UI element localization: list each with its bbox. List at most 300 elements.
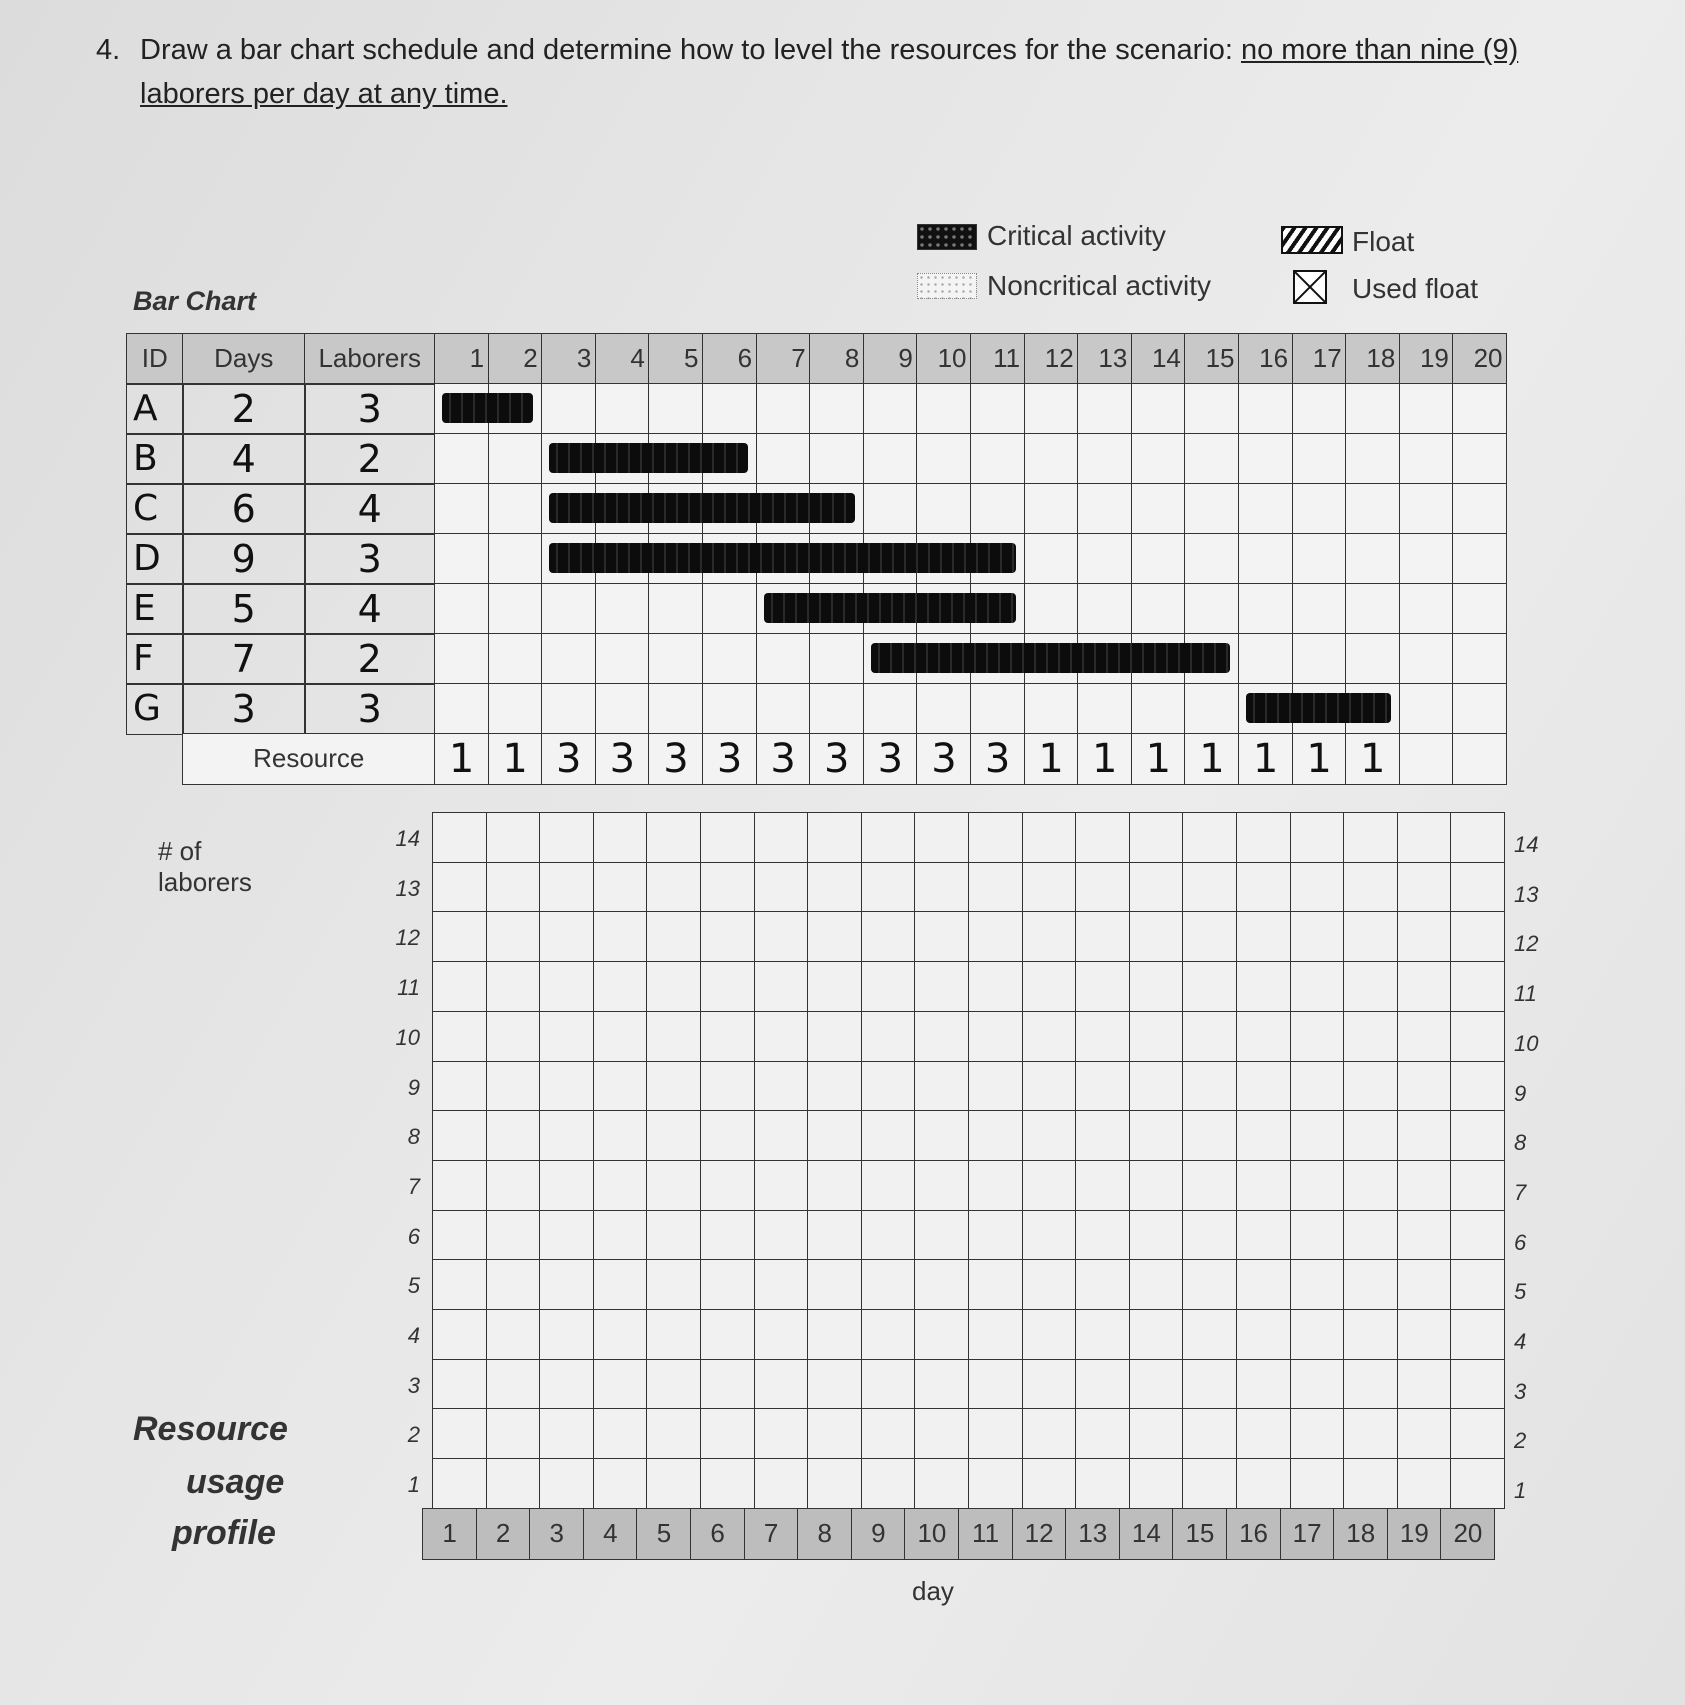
profile-cell[interactable] xyxy=(1290,1160,1345,1211)
profile-cell[interactable] xyxy=(1343,1458,1398,1509)
profile-cell[interactable] xyxy=(807,1061,862,1112)
profile-cell[interactable] xyxy=(700,1160,755,1211)
profile-cell[interactable] xyxy=(593,812,648,863)
profile-cell[interactable] xyxy=(646,961,701,1012)
profile-cell[interactable] xyxy=(968,1259,1023,1310)
profile-cell[interactable] xyxy=(1182,1160,1237,1211)
profile-cell[interactable] xyxy=(807,1458,862,1509)
profile-cell[interactable] xyxy=(968,1408,1023,1459)
header-days: Days xyxy=(182,333,306,385)
profile-cell[interactable] xyxy=(539,1210,594,1261)
activity-laborers: 2 xyxy=(304,633,436,685)
profile-cell[interactable] xyxy=(1022,1110,1077,1161)
profile-cell[interactable] xyxy=(861,812,916,863)
profile-cell[interactable] xyxy=(914,1110,969,1161)
profile-cell[interactable] xyxy=(1022,1408,1077,1459)
profile-cell[interactable] xyxy=(1182,911,1237,962)
profile-cell[interactable] xyxy=(1290,961,1345,1012)
profile-cell[interactable] xyxy=(432,1408,487,1459)
profile-cell[interactable] xyxy=(593,1061,648,1112)
profile-cell[interactable] xyxy=(432,1458,487,1509)
profile-cell[interactable] xyxy=(1397,1210,1452,1261)
profile-cell[interactable] xyxy=(1290,1011,1345,1062)
profile-cell[interactable] xyxy=(807,1110,862,1161)
profile-cell[interactable] xyxy=(646,911,701,962)
y-tick-right: 9 xyxy=(1514,1080,1527,1106)
profile-cell[interactable] xyxy=(486,1160,541,1211)
schedule-cell xyxy=(1184,483,1239,535)
profile-cell[interactable] xyxy=(1236,961,1291,1012)
profile-cell[interactable] xyxy=(861,862,916,913)
profile-cell[interactable] xyxy=(861,1061,916,1112)
profile-cell[interactable] xyxy=(432,1210,487,1261)
profile-cell[interactable] xyxy=(968,812,1023,863)
profile-cell[interactable] xyxy=(1290,862,1345,913)
profile-cell[interactable] xyxy=(1236,862,1291,913)
profile-cell[interactable] xyxy=(700,911,755,962)
y-tick-left: 12 xyxy=(395,925,420,951)
profile-cell[interactable] xyxy=(432,1160,487,1211)
profile-cell[interactable] xyxy=(1182,1210,1237,1261)
profile-cell[interactable] xyxy=(1397,1259,1452,1310)
profile-cell[interactable] xyxy=(646,862,701,913)
profile-cell[interactable] xyxy=(1397,1160,1452,1211)
profile-cell[interactable] xyxy=(1290,1408,1345,1459)
profile-cell[interactable] xyxy=(700,961,755,1012)
profile-cell[interactable] xyxy=(593,1210,648,1261)
profile-cell[interactable] xyxy=(539,1309,594,1360)
profile-cell[interactable] xyxy=(646,1359,701,1410)
profile-cell[interactable] xyxy=(1182,1408,1237,1459)
profile-cell[interactable] xyxy=(646,1458,701,1509)
profile-cell[interactable] xyxy=(593,1160,648,1211)
profile-cell[interactable] xyxy=(968,1359,1023,1410)
schedule-cell xyxy=(916,483,971,535)
profile-cell[interactable] xyxy=(807,1160,862,1211)
profile-cell[interactable] xyxy=(646,1408,701,1459)
profile-cell[interactable] xyxy=(593,1259,648,1310)
profile-cell[interactable] xyxy=(914,1210,969,1261)
profile-cell[interactable] xyxy=(432,1359,487,1410)
profile-cell[interactable] xyxy=(1397,1408,1452,1459)
profile-cell[interactable] xyxy=(1397,1309,1452,1360)
profile-cell[interactable] xyxy=(1343,1309,1398,1360)
profile-cell[interactable] xyxy=(700,1011,755,1062)
profile-cell[interactable] xyxy=(1075,911,1130,962)
profile-cell[interactable] xyxy=(1075,961,1130,1012)
schedule-cell xyxy=(863,433,918,485)
profile-cell[interactable] xyxy=(754,1061,809,1112)
profile-cell[interactable] xyxy=(486,911,541,962)
profile-cell[interactable] xyxy=(1450,1061,1505,1112)
profile-cell[interactable] xyxy=(1450,812,1505,863)
profile-cell[interactable] xyxy=(807,911,862,962)
profile-cell[interactable] xyxy=(914,961,969,1012)
profile-cell[interactable] xyxy=(1236,1458,1291,1509)
profile-cell[interactable] xyxy=(646,1259,701,1310)
profile-cell[interactable] xyxy=(1075,1160,1130,1211)
header-day-3: 3 xyxy=(541,333,596,385)
profile-cell[interactable] xyxy=(1129,1359,1184,1410)
profile-cell[interactable] xyxy=(861,961,916,1012)
profile-cell[interactable] xyxy=(539,1061,594,1112)
profile-cell[interactable] xyxy=(700,1458,755,1509)
profile-cell[interactable] xyxy=(1343,1408,1398,1459)
profile-cell[interactable] xyxy=(646,812,701,863)
profile-cell[interactable] xyxy=(807,1210,862,1261)
profile-cell[interactable] xyxy=(914,911,969,962)
profile-cell[interactable] xyxy=(1236,1011,1291,1062)
schedule-cell xyxy=(1131,683,1186,735)
profile-cell[interactable] xyxy=(486,1210,541,1261)
profile-cell[interactable] xyxy=(1129,1011,1184,1062)
profile-cell[interactable] xyxy=(968,911,1023,962)
profile-cell[interactable] xyxy=(1129,1061,1184,1112)
profile-cell[interactable] xyxy=(1182,1309,1237,1360)
profile-cell[interactable] xyxy=(1343,1359,1398,1410)
profile-cell[interactable] xyxy=(432,1309,487,1360)
profile-cell[interactable] xyxy=(593,1309,648,1360)
schedule-cell xyxy=(863,483,918,535)
profile-cell[interactable] xyxy=(1075,1309,1130,1360)
profile-cell[interactable] xyxy=(1182,1011,1237,1062)
profile-cell[interactable] xyxy=(1022,1359,1077,1410)
profile-cell[interactable] xyxy=(539,1408,594,1459)
profile-cell[interactable] xyxy=(1182,1110,1237,1161)
profile-cell[interactable] xyxy=(1022,812,1077,863)
profile-cell[interactable] xyxy=(593,1359,648,1410)
profile-cell[interactable] xyxy=(432,812,487,863)
profile-cell[interactable] xyxy=(1450,862,1505,913)
profile-cell[interactable] xyxy=(1290,1110,1345,1161)
profile-cell[interactable] xyxy=(1290,1458,1345,1509)
profile-cell[interactable] xyxy=(646,1309,701,1360)
profile-cell[interactable] xyxy=(914,1309,969,1360)
profile-cell[interactable] xyxy=(593,911,648,962)
profile-cell[interactable] xyxy=(593,1458,648,1509)
profile-cell[interactable] xyxy=(968,961,1023,1012)
profile-cell[interactable] xyxy=(1290,1359,1345,1410)
profile-cell[interactable] xyxy=(432,1061,487,1112)
profile-cell[interactable] xyxy=(754,1110,809,1161)
profile-cell[interactable] xyxy=(861,1110,916,1161)
profile-cell[interactable] xyxy=(1343,1011,1398,1062)
profile-cell[interactable] xyxy=(1450,1110,1505,1161)
profile-cell[interactable] xyxy=(754,911,809,962)
profile-cell[interactable] xyxy=(700,1408,755,1459)
profile-cell[interactable] xyxy=(486,1061,541,1112)
profile-cell[interactable] xyxy=(1450,1408,1505,1459)
profile-cell[interactable] xyxy=(432,1011,487,1062)
profile-cell[interactable] xyxy=(807,1011,862,1062)
profile-cell[interactable] xyxy=(914,862,969,913)
profile-cell[interactable] xyxy=(754,1359,809,1410)
profile-cell[interactable] xyxy=(1075,1408,1130,1459)
profile-cell[interactable] xyxy=(754,812,809,863)
profile-cell[interactable] xyxy=(914,1359,969,1410)
profile-cell[interactable] xyxy=(861,911,916,962)
profile-cell[interactable] xyxy=(1182,1458,1237,1509)
profile-cell[interactable] xyxy=(1397,1011,1452,1062)
profile-cell[interactable] xyxy=(914,1160,969,1211)
profile-cell[interactable] xyxy=(754,1458,809,1509)
profile-cell[interactable] xyxy=(968,1011,1023,1062)
profile-cell[interactable] xyxy=(593,1110,648,1161)
profile-cell[interactable] xyxy=(646,1160,701,1211)
profile-cell[interactable] xyxy=(1075,1011,1130,1062)
profile-cell[interactable] xyxy=(968,1458,1023,1509)
profile-cell[interactable] xyxy=(1182,1259,1237,1310)
profile-cell[interactable] xyxy=(700,1110,755,1161)
profile-cell[interactable] xyxy=(1022,961,1077,1012)
profile-cell[interactable] xyxy=(1022,1259,1077,1310)
profile-cell[interactable] xyxy=(914,812,969,863)
schedule-cell xyxy=(1184,533,1239,585)
profile-cell[interactable] xyxy=(1343,1259,1398,1310)
profile-cell[interactable] xyxy=(1343,961,1398,1012)
profile-cell[interactable] xyxy=(807,1359,862,1410)
profile-cell[interactable] xyxy=(754,1309,809,1360)
profile-cell[interactable] xyxy=(968,1210,1023,1261)
profile-cell[interactable] xyxy=(1075,1458,1130,1509)
schedule-cell xyxy=(1452,683,1507,735)
profile-cell[interactable] xyxy=(432,1110,487,1161)
profile-cell[interactable] xyxy=(700,1210,755,1261)
profile-cell[interactable] xyxy=(1236,911,1291,962)
profile-cell[interactable] xyxy=(914,1408,969,1459)
profile-cell[interactable] xyxy=(807,1259,862,1310)
profile-cell[interactable] xyxy=(807,961,862,1012)
profile-cell[interactable] xyxy=(1182,812,1237,863)
profile-cell[interactable] xyxy=(1290,1259,1345,1310)
profile-cell[interactable] xyxy=(1450,911,1505,962)
profile-cell[interactable] xyxy=(646,1011,701,1062)
profile-cell[interactable] xyxy=(1129,1160,1184,1211)
profile-cell[interactable] xyxy=(593,1408,648,1459)
profile-cell[interactable] xyxy=(1450,1259,1505,1310)
profile-cell[interactable] xyxy=(646,1210,701,1261)
profile-cell[interactable] xyxy=(1290,1309,1345,1360)
profile-cell[interactable] xyxy=(1236,1210,1291,1261)
profile-cell[interactable] xyxy=(700,1061,755,1112)
profile-cell[interactable] xyxy=(1075,1259,1130,1310)
profile-cell[interactable] xyxy=(754,961,809,1012)
profile-cell[interactable] xyxy=(1343,862,1398,913)
profile-cell[interactable] xyxy=(432,961,487,1012)
profile-cell[interactable] xyxy=(1290,911,1345,962)
profile-cell[interactable] xyxy=(700,862,755,913)
profile-cell[interactable] xyxy=(968,1309,1023,1360)
schedule-cell xyxy=(595,383,650,435)
profile-cell[interactable] xyxy=(1182,862,1237,913)
profile-cell[interactable] xyxy=(539,961,594,1012)
profile-cell[interactable] xyxy=(539,1259,594,1310)
profile-cell[interactable] xyxy=(861,1359,916,1410)
profile-cell[interactable] xyxy=(539,1011,594,1062)
profile-cell[interactable] xyxy=(539,812,594,863)
profile-cell[interactable] xyxy=(432,911,487,962)
profile-cell[interactable] xyxy=(1182,1359,1237,1410)
profile-cell[interactable] xyxy=(593,1011,648,1062)
profile-cell[interactable] xyxy=(1129,1408,1184,1459)
profile-cell[interactable] xyxy=(807,1408,862,1459)
profile-cell[interactable] xyxy=(1236,1061,1291,1112)
profile-cell[interactable] xyxy=(1129,911,1184,962)
profile-cell[interactable] xyxy=(914,1011,969,1062)
profile-cell[interactable] xyxy=(593,961,648,1012)
profile-cell[interactable] xyxy=(539,862,594,913)
resource-value: 3 xyxy=(595,733,650,785)
profile-cell[interactable] xyxy=(1397,911,1452,962)
profile-cell[interactable] xyxy=(432,1259,487,1310)
profile-cell[interactable] xyxy=(593,862,648,913)
profile-cell[interactable] xyxy=(914,1259,969,1310)
profile-cell[interactable] xyxy=(1236,1309,1291,1360)
profile-cell[interactable] xyxy=(1397,1359,1452,1410)
y-tick-right: 2 xyxy=(1514,1428,1527,1454)
profile-cell[interactable] xyxy=(1182,961,1237,1012)
profile-cell[interactable] xyxy=(1075,1210,1130,1261)
profile-cell[interactable] xyxy=(486,1408,541,1459)
profile-cell[interactable] xyxy=(486,862,541,913)
profile-cell[interactable] xyxy=(1450,1160,1505,1211)
resource-value: 1 xyxy=(434,733,489,785)
profile-cell[interactable] xyxy=(539,1359,594,1410)
profile-cell[interactable] xyxy=(539,1110,594,1161)
profile-cell[interactable] xyxy=(1450,1359,1505,1410)
profile-cell[interactable] xyxy=(1129,1110,1184,1161)
profile-cell[interactable] xyxy=(861,1160,916,1211)
profile-cell[interactable] xyxy=(1450,1458,1505,1509)
profile-cell[interactable] xyxy=(646,1061,701,1112)
profile-cell[interactable] xyxy=(1129,961,1184,1012)
profile-cell[interactable] xyxy=(1129,1210,1184,1261)
profile-cell[interactable] xyxy=(1343,1110,1398,1161)
y-tick-left: 7 xyxy=(407,1173,420,1199)
profile-cell[interactable] xyxy=(486,1011,541,1062)
profile-cell[interactable] xyxy=(1022,1210,1077,1261)
profile-cell[interactable] xyxy=(486,812,541,863)
profile-cell[interactable] xyxy=(754,1259,809,1310)
schedule-cell xyxy=(1399,533,1454,585)
profile-cell[interactable] xyxy=(432,862,487,913)
profile-cell[interactable] xyxy=(1182,1061,1237,1112)
profile-cell[interactable] xyxy=(1022,1160,1077,1211)
profile-cell[interactable] xyxy=(1343,1061,1398,1112)
activity-bar-G xyxy=(1246,693,1391,723)
profile-cell[interactable] xyxy=(754,1210,809,1261)
profile-cell[interactable] xyxy=(1397,961,1452,1012)
profile-cell[interactable] xyxy=(1397,812,1452,863)
profile-cell[interactable] xyxy=(486,1309,541,1360)
profile-cell[interactable] xyxy=(1397,862,1452,913)
profile-cell[interactable] xyxy=(1075,862,1130,913)
profile-cell[interactable] xyxy=(807,862,862,913)
profile-cell[interactable] xyxy=(1022,862,1077,913)
profile-cell[interactable] xyxy=(539,911,594,962)
profile-cell[interactable] xyxy=(1236,1359,1291,1410)
profile-cell[interactable] xyxy=(1075,1359,1130,1410)
profile-cell[interactable] xyxy=(1290,1210,1345,1261)
profile-cell[interactable] xyxy=(539,1160,594,1211)
profile-cell[interactable] xyxy=(1343,911,1398,962)
profile-cell[interactable] xyxy=(754,1011,809,1062)
profile-cell[interactable] xyxy=(1236,1160,1291,1211)
profile-cell[interactable] xyxy=(861,1210,916,1261)
profile-cell[interactable] xyxy=(1397,1061,1452,1112)
profile-cell[interactable] xyxy=(807,1309,862,1360)
profile-cell[interactable] xyxy=(700,1309,755,1360)
profile-cell[interactable] xyxy=(1075,1061,1130,1112)
profile-cell[interactable] xyxy=(1397,1458,1452,1509)
profile-cell[interactable] xyxy=(700,812,755,863)
profile-cell[interactable] xyxy=(1129,1259,1184,1310)
profile-cell[interactable] xyxy=(539,1458,594,1509)
profile-cell[interactable] xyxy=(968,862,1023,913)
profile-cell[interactable] xyxy=(1022,1011,1077,1062)
profile-cell[interactable] xyxy=(754,1160,809,1211)
profile-cell[interactable] xyxy=(1022,1458,1077,1509)
profile-cell[interactable] xyxy=(1129,1309,1184,1360)
profile-cell[interactable] xyxy=(1236,812,1291,863)
schedule-cell xyxy=(916,433,971,485)
profile-cell[interactable] xyxy=(861,1259,916,1310)
profile-cell[interactable] xyxy=(486,1110,541,1161)
profile-cell[interactable] xyxy=(1129,862,1184,913)
profile-cell[interactable] xyxy=(1450,1309,1505,1360)
profile-cell[interactable] xyxy=(1450,961,1505,1012)
profile-cell[interactable] xyxy=(914,1061,969,1112)
profile-cell[interactable] xyxy=(861,1309,916,1360)
profile-cell[interactable] xyxy=(700,1259,755,1310)
profile-cell[interactable] xyxy=(1450,1210,1505,1261)
profile-cell[interactable] xyxy=(486,1259,541,1310)
profile-cell[interactable] xyxy=(1022,911,1077,962)
profile-cell[interactable] xyxy=(1236,1259,1291,1310)
profile-cell[interactable] xyxy=(807,812,862,863)
profile-cell[interactable] xyxy=(968,1110,1023,1161)
profile-cell[interactable] xyxy=(1343,1160,1398,1211)
profile-cell[interactable] xyxy=(1236,1408,1291,1459)
profile-cell[interactable] xyxy=(1343,1210,1398,1261)
profile-cell[interactable] xyxy=(486,1359,541,1410)
profile-cell[interactable] xyxy=(1022,1061,1077,1112)
profile-cell[interactable] xyxy=(1129,812,1184,863)
profile-cell[interactable] xyxy=(1343,812,1398,863)
profile-cell[interactable] xyxy=(486,1458,541,1509)
profile-cell[interactable] xyxy=(646,1110,701,1161)
profile-cell[interactable] xyxy=(754,862,809,913)
profile-cell[interactable] xyxy=(1450,1011,1505,1062)
profile-cell[interactable] xyxy=(1236,1110,1291,1161)
profile-cell[interactable] xyxy=(1397,1110,1452,1161)
profile-cell[interactable] xyxy=(486,961,541,1012)
profile-cell[interactable] xyxy=(1129,1458,1184,1509)
profile-cell[interactable] xyxy=(1290,812,1345,863)
profile-cell[interactable] xyxy=(861,1408,916,1459)
profile-cell[interactable] xyxy=(861,1458,916,1509)
profile-cell[interactable] xyxy=(754,1408,809,1459)
profile-cell[interactable] xyxy=(968,1160,1023,1211)
profile-cell[interactable] xyxy=(968,1061,1023,1112)
profile-cell[interactable] xyxy=(700,1359,755,1410)
profile-cell[interactable] xyxy=(1290,1061,1345,1112)
profile-cell[interactable] xyxy=(1075,812,1130,863)
profile-cell[interactable] xyxy=(861,1011,916,1062)
profile-cell[interactable] xyxy=(914,1458,969,1509)
profile-cell[interactable] xyxy=(1075,1110,1130,1161)
profile-cell[interactable] xyxy=(1022,1309,1077,1360)
